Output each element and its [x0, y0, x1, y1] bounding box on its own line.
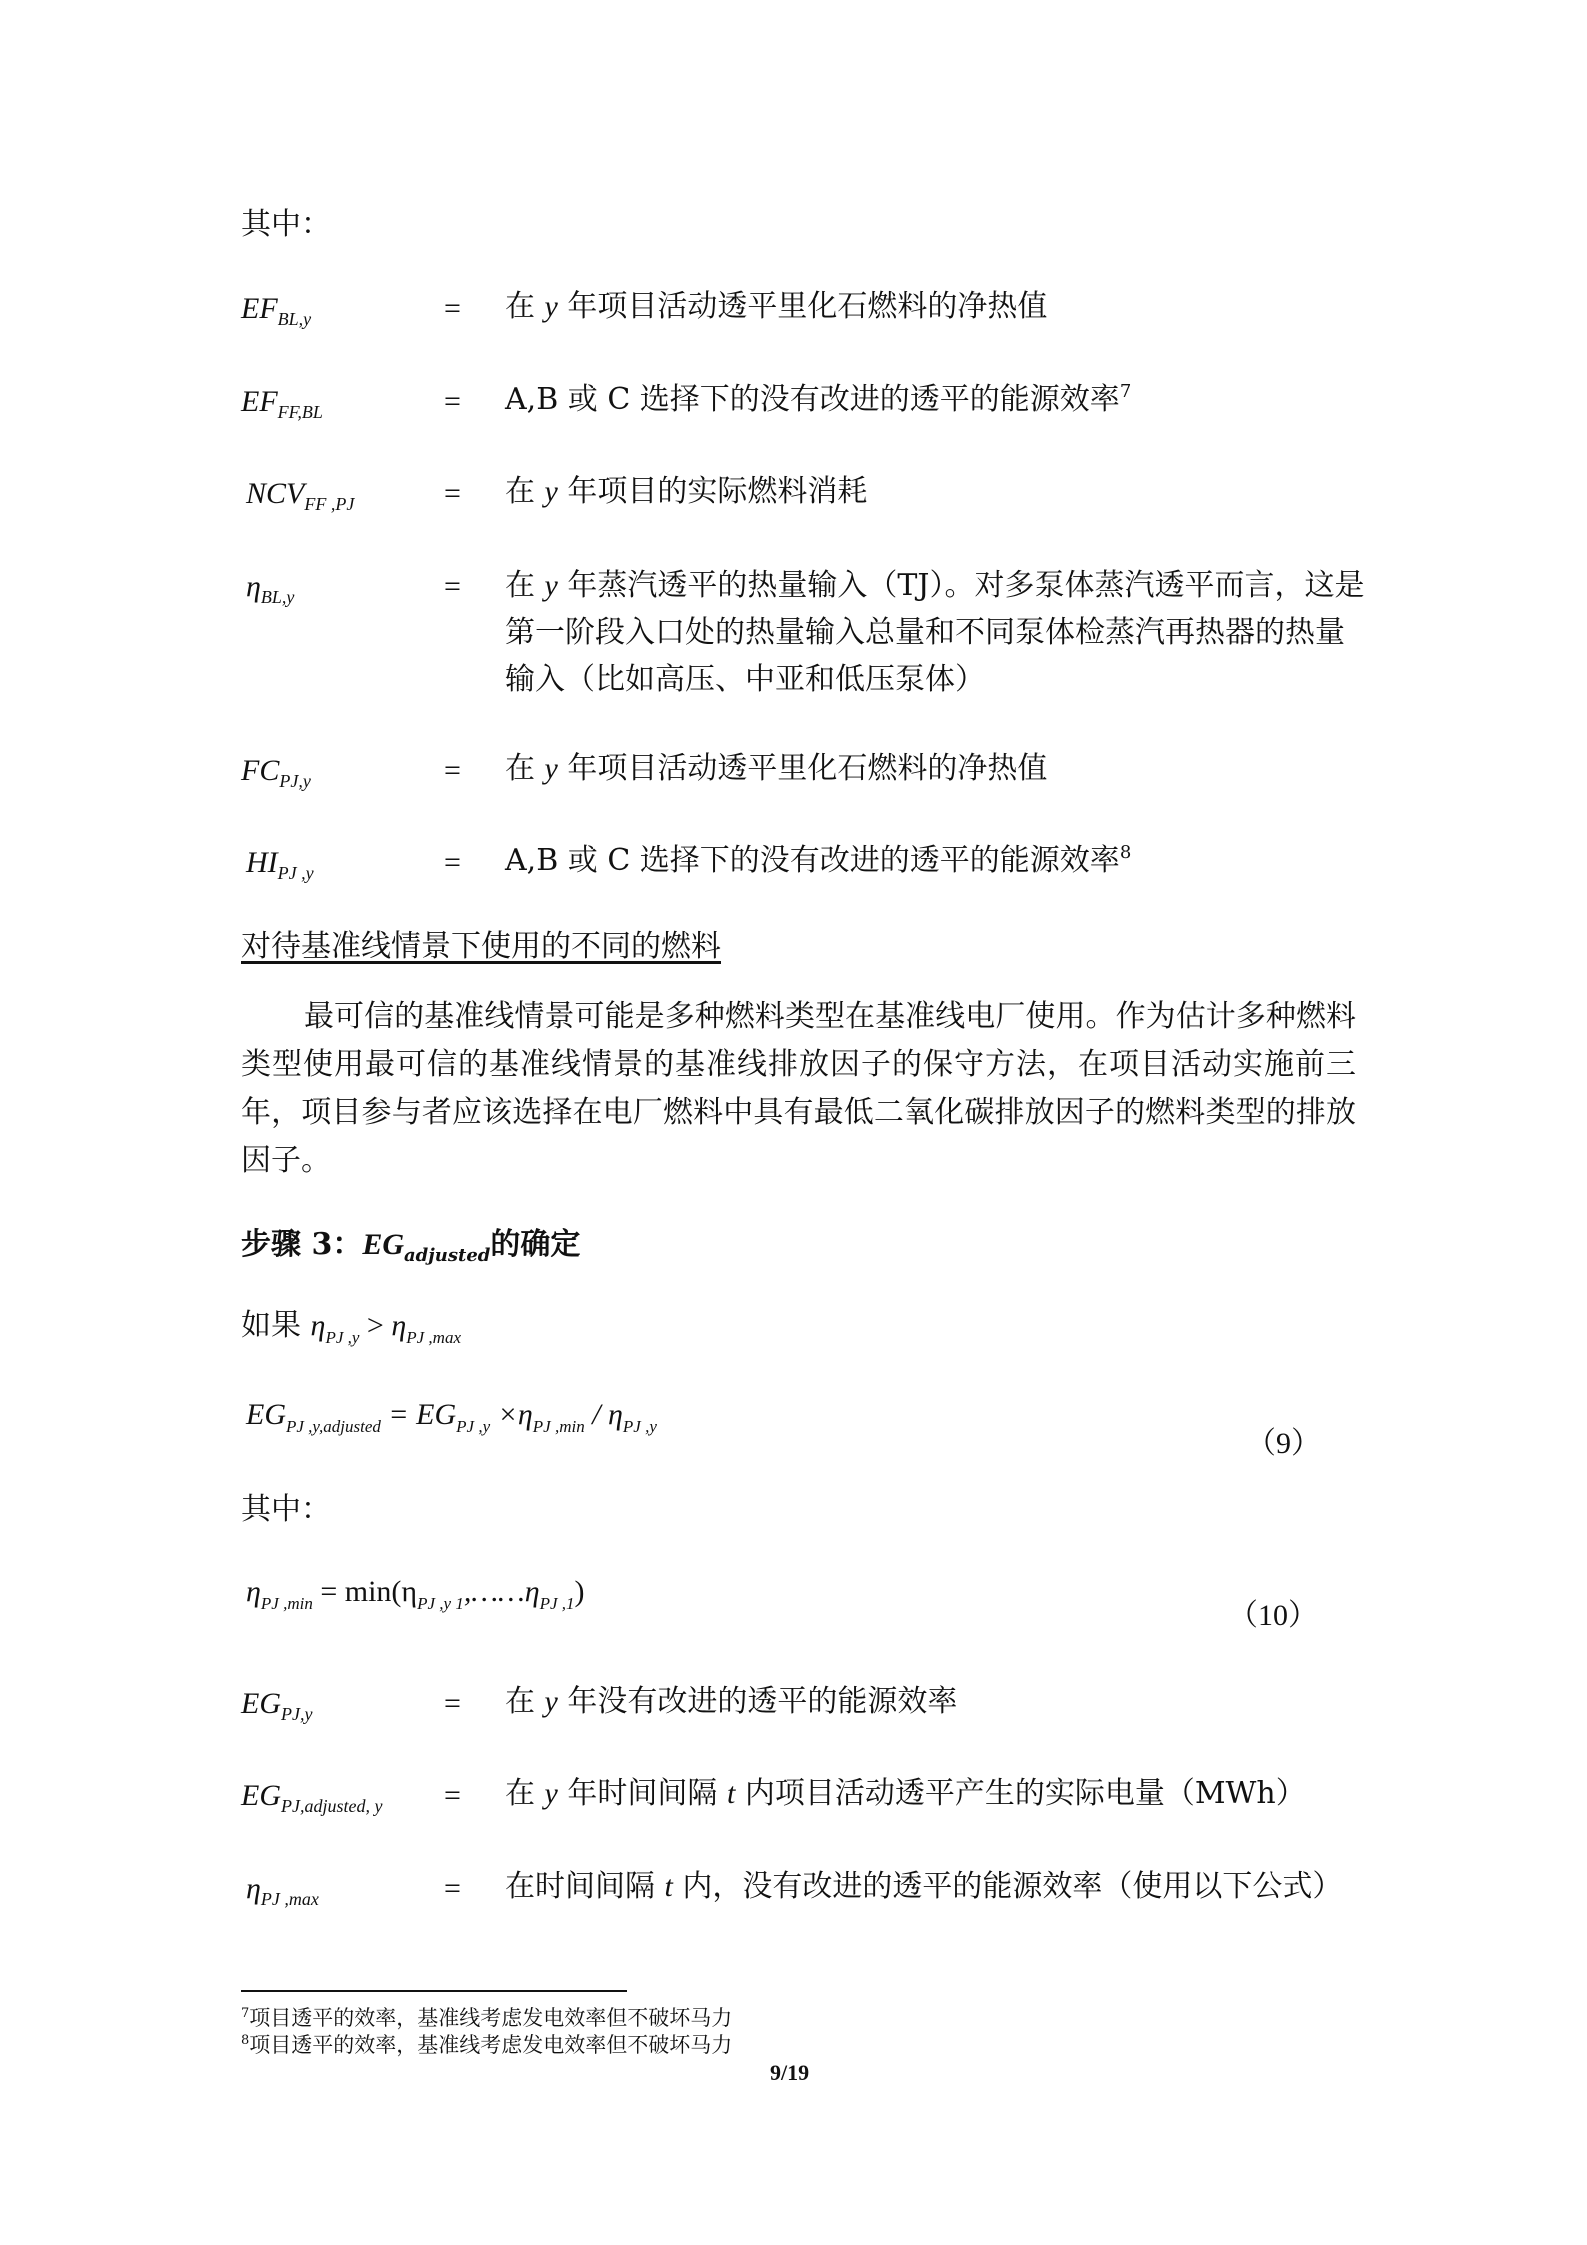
def-symbol-eg-adjusted: $EG_{PJ,adjusted, y}$	[241, 1779, 383, 1816]
def-equals: =	[444, 1872, 461, 1905]
def-equals: =	[444, 1687, 461, 1720]
def-symbol-hi: $HI_{PJ ,y}$	[246, 846, 314, 883]
intro-label-2: 其中：	[241, 1492, 331, 1527]
def-equals: =	[444, 846, 461, 879]
def-symbol-ncv: $NCV_{FF ,PJ}$	[246, 477, 355, 514]
section-title: 对待基准线情景下使用的不同的燃料	[241, 929, 721, 964]
page-number: 9/19	[770, 2060, 810, 2085]
equation-9: $EG_{PJ ,y,adjusted} = EG_{PJ ,y} \times\eta_{PJ ,min} / \eta_{PJ ,y}$	[246, 1398, 657, 1436]
equation-10: $\eta_{PJ ,min}$ = $\min(\eta_{PJ ,y 1},\dots\dots\eta_{PJ ,1})$	[246, 1575, 585, 1613]
def-symbol-eta-max: $\eta_{PJ ,max}$	[246, 1872, 319, 1909]
equation-9-number: （9）	[1246, 1427, 1321, 1460]
def-equals: =	[444, 292, 461, 325]
def-equals: =	[444, 385, 461, 418]
def-equals: =	[444, 570, 461, 603]
def-symbol-eta-bl: $\eta_{BL,y}$	[246, 570, 295, 607]
step-heading: 步骤 3：$EG_{adjusted}$的确定	[241, 1227, 581, 1266]
body-paragraph: 最可信的基准线情景可能是多种燃料类型在基准线电厂使用。作为估计多种燃料类型使用最可信的基准线情景的基准线排放因子的保守方法，在项目活动实施前三年，项目参与者应该选择在电厂燃料中具有最低二氧化碳排放因子的燃料类型的排放因子。	[241, 999, 1356, 1178]
footnote-ref-7: 7	[1119, 381, 1132, 402]
def-text-ef-ff-bl: A,B 或 C 选择下的没有改进的透平的能源效率$^7$	[505, 381, 1132, 417]
def-symbol-ef-bl: $EF_{BL,y}$	[241, 292, 312, 329]
def-text-eg-pj: 在 y 年没有改进的透平的能源效率	[505, 1684, 958, 1719]
def-equals: =	[444, 477, 461, 510]
intro-label: 其中：	[241, 207, 331, 242]
footnote-divider	[241, 1990, 627, 1992]
footnote-8: $^8$项目透平的效率，基准线考虑发电效率但不破坏马力	[241, 2033, 733, 2057]
def-text-ef-bl: 在 y 年项目活动透平里化石燃料的净热值	[505, 289, 1048, 324]
def-text-fc: 在 y 年项目活动透平里化石燃料的净热值	[505, 751, 1048, 786]
def-text-eg-adjusted: 在 y 年时间间隔 t 内项目活动透平产生的实际电量（MWh）	[505, 1776, 1306, 1811]
condition-line: 如果 $\eta_{PJ ,y} > \eta_{PJ ,max}$	[241, 1308, 461, 1347]
def-symbol-ef-ff-bl: $EF_{FF,BL}$	[241, 385, 323, 422]
footnote-ref-8: 8	[1119, 842, 1132, 863]
equation-10-number: （10）	[1228, 1599, 1318, 1632]
def-text-ncv: 在 y 年项目的实际燃料消耗	[505, 474, 868, 509]
def-symbol-fc: $FC_{PJ,y}$	[241, 754, 311, 791]
def-text-eta-bl: 在 y 年蒸汽透平的热量输入（TJ）。对多泵体蒸汽透平而言，这是第一阶段入口处的热量输入总量和不同泵体检蒸汽再热器的热量输入（比如高压、中亚和低压泵体）	[505, 568, 1365, 697]
footnote-7: $^7$项目透平的效率，基准线考虑发电效率但不破坏马力	[241, 2006, 733, 2030]
def-equals: =	[444, 754, 461, 787]
def-text-eta-max: 在时间间隔 t 内，没有改进的透平的能源效率（使用以下公式）	[505, 1869, 1343, 1904]
def-equals: =	[444, 1779, 461, 1812]
def-text-hi: A,B 或 C 选择下的没有改进的透平的能源效率$^8$	[505, 842, 1132, 878]
def-symbol-eg-pj: $EG_{PJ,y}$	[241, 1687, 313, 1724]
